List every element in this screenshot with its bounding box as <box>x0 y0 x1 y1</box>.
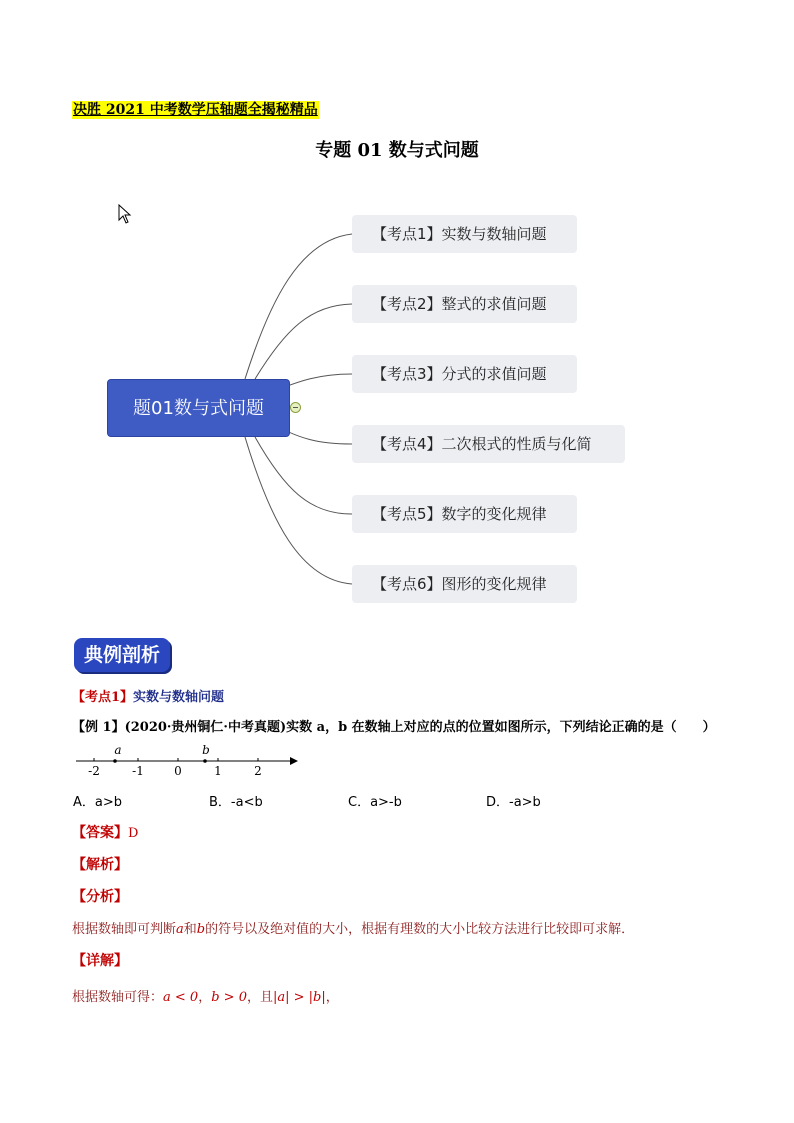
detail-part: ， <box>198 990 212 1005</box>
tick-label: -2 <box>88 764 100 778</box>
mindmap-node-4[interactable]: 【考点4】二次根式的性质与化简 <box>352 425 625 463</box>
answer-line <box>72 822 138 842</box>
document-banner: 决胜 2021 中考数学压轴题全揭秘精品 <box>73 102 318 118</box>
detail-part: 根据数轴可得： <box>72 990 164 1005</box>
example-question <box>72 716 716 735</box>
analysis-label: 【解析】 <box>72 857 128 873</box>
answer-value: D <box>128 826 139 841</box>
fenxi-label: 【分析】 <box>72 889 128 905</box>
choice-a: A．a>b <box>73 795 123 810</box>
point-b-label: b <box>202 743 210 757</box>
var-a: a <box>176 922 184 937</box>
tick-label: 0 <box>174 764 182 778</box>
point-a-marker <box>113 759 117 763</box>
fenxi-part: 根据数轴即可判断 <box>72 922 177 937</box>
fenxi-part: 的符号以及绝对值的大小，根据有理数的大小比较方法进行比较即可求解． <box>205 922 635 937</box>
document-title: 专题 01 数与式问题 <box>315 140 479 161</box>
choice-b: B．-a<b <box>209 795 263 810</box>
detail-text <box>72 986 339 1005</box>
mindmap-node-1[interactable]: 【考点1】实数与数轴问题 <box>352 215 577 253</box>
kaodian-title: 实数与数轴问题 <box>133 690 225 705</box>
example-label: 【例 1】 <box>72 720 125 735</box>
kaodian-heading <box>72 686 224 705</box>
mindmap-node-3[interactable]: 【考点3】分式的求值问题 <box>352 355 577 393</box>
choice-c: C．a>-b <box>348 795 402 810</box>
detail-condition: b > 0 <box>211 990 247 1005</box>
answer-label: 【答案】 <box>72 825 128 841</box>
fenxi-part: 和 <box>183 922 197 937</box>
mindmap-node-6[interactable]: 【考点6】图形的变化规律 <box>352 565 577 603</box>
kaodian-bracket: 【考点1】 <box>72 690 134 705</box>
collapse-toggle-icon[interactable] <box>290 402 301 413</box>
detail-part: ， <box>325 990 339 1005</box>
detail-part: ，且 <box>246 990 273 1005</box>
section-heading: 典例剖析 <box>74 638 170 672</box>
fenxi-text <box>72 918 634 937</box>
number-line <box>72 740 304 780</box>
var-b: b <box>196 922 206 937</box>
tick-label: 2 <box>254 764 262 778</box>
detail-condition: |a| > |b| <box>272 990 326 1005</box>
mindmap-node-2[interactable]: 【考点2】整式的求值问题 <box>352 285 577 323</box>
detail-label: 【详解】 <box>72 953 128 969</box>
detail-condition: a < 0 <box>163 990 199 1005</box>
tick-label: 1 <box>214 764 222 778</box>
mindmap-node-5[interactable]: 【考点5】数字的变化规律 <box>352 495 577 533</box>
choice-d: D．-a>b <box>486 795 541 810</box>
example-text: (2020·贵州铜仁·中考真题)实数 a，b 在数轴上对应的点的位置如图所示，下列结论正确的是（ ） <box>124 720 716 735</box>
tick-label: -1 <box>132 764 144 778</box>
mindmap-root-node[interactable]: 题01数与式问题 <box>107 379 290 437</box>
point-b-marker <box>203 759 207 763</box>
point-a-label: a <box>114 743 122 757</box>
